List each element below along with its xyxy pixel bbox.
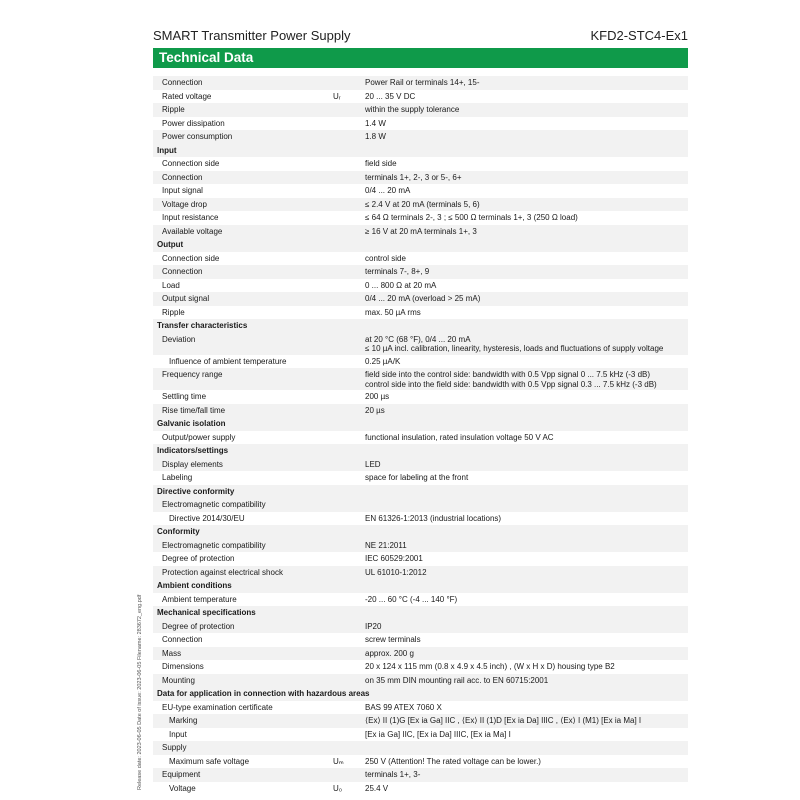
spec-value [361,254,688,264]
spec-value [361,294,688,304]
spec-row [153,660,688,674]
spec-value-line: field side into the control side: bandwidth with 0.5 Vpp signal 0 ... 7.5 kHz (-3 dB) [365,370,651,379]
spec-value-line: screw terminals [365,635,421,644]
spec-row [153,620,688,634]
spec-value [361,335,688,354]
spec-value [361,105,688,115]
spec-value [361,662,688,672]
spec-value-line: ≤ 2.4 V at 20 mA (terminals 5, 6) [365,199,480,209]
spec-row [153,768,688,782]
spec-label: Directive 2014/30/EU [169,513,245,523]
spec-label: Power dissipation [162,118,225,128]
spec-value-line: max. 50 µA rms [365,307,421,317]
section-heading: Input [157,145,177,155]
spec-value [361,757,688,767]
spec-label: Degree of protection [162,621,235,631]
product-name: SMART Transmitter Power Supply [153,27,351,43]
spec-value-line: 20 x 124 x 115 mm (0.8 x 4.9 x 4.5 inch) , (W x H x D) housing type B2 [365,662,615,671]
spec-value-line: 200 µs [365,392,390,401]
spec-label: Rise time/fall time [162,405,226,415]
spec-value [361,159,688,169]
spec-label: Voltage [169,783,196,793]
spec-value-line: EN 61326-1:2013 (industrial locations) [365,513,502,523]
section-heading: Indicators/settings [157,446,229,455]
section-title-bar: Technical Data [153,48,688,68]
spec-label: Equipment [162,770,201,779]
spec-label: Ripple [162,105,185,114]
spec-value [361,392,688,402]
section-heading-row [153,525,688,539]
spec-label: Influence of ambient temperature [169,356,287,366]
spec-row [153,184,688,198]
spec-row [153,292,688,306]
spec-value [361,357,688,367]
spec-value-line: 20 ... 35 V DC [365,91,416,101]
spec-row [153,306,688,320]
spec-label: Ambient temperature [162,594,237,604]
spec-row [153,265,688,279]
spec-row [153,728,688,742]
spec-value-line: field side [365,159,397,168]
side-release-note: Release date: 2023-06-05 Date of issue: 2023-06-05 Filename: 283672_eng.pdf [137,594,143,790]
spec-value-line: [Ex ia Ga] IIC, [Ex ia Da] IIIC, [Ex ia Ma] I [365,729,511,739]
spec-row [153,368,688,390]
spec-value-line: space for labeling at the front [365,473,469,482]
section-heading-row [153,485,688,499]
spec-value [361,433,688,443]
spec-value [361,676,688,686]
spec-value [361,514,688,524]
spec-row [153,566,688,580]
spec-value-line: 0/4 ... 20 mA [365,186,411,195]
spec-row [153,552,688,566]
spec-value [361,541,688,551]
spec-row [153,225,688,239]
spec-value [361,281,688,291]
spec-label: Display elements [162,459,223,469]
spec-value [361,227,688,237]
spec-row [153,171,688,185]
spec-value-line: ≤ 64 Ω terminals 2-, 3 ; ≤ 500 Ω terminals 1+, 3 (250 Ω load) [365,213,578,222]
spec-value-line: within the supply tolerance [365,105,460,114]
spec-value-line: functional insulation, rated insulation voltage 50 V AC [365,432,554,442]
spec-value [361,595,688,605]
spec-row [153,593,688,607]
spec-row [153,498,688,512]
section-heading: Ambient conditions [157,581,232,590]
spec-value-line: IP20 [365,621,382,631]
spec-row [153,279,688,293]
spec-row [153,633,688,647]
spec-row [153,674,688,688]
spec-row [153,755,688,769]
spec-value [361,78,688,88]
section-heading: Directive conformity [157,486,235,496]
spec-row [153,404,688,418]
spec-label: Connection side [162,159,220,168]
spec-value-line: approx. 200 g [365,648,414,658]
spec-value-line: control side [365,253,406,263]
spec-label: Deviation [162,334,196,344]
spec-value [361,554,688,564]
spec-value-line: at 20 °C (68 °F), 0/4 ... 20 mA [365,334,471,344]
spec-row [153,539,688,553]
spec-row [153,782,688,796]
spec-value [361,784,688,794]
spec-row [153,741,688,755]
spec-row [153,647,688,661]
spec-value-line-2: control side into the field side: bandwidth with 0.5 Vpp signal 0.3 ... 7.5 kHz (-3 dB) [365,379,657,389]
spec-value-line: terminals 1+, 3- [365,770,421,779]
spec-value-line: on 35 mm DIN mounting rail acc. to EN 60715:2001 [365,675,549,685]
spec-label: Dimensions [162,662,204,671]
spec-row [153,471,688,485]
spec-label: Output signal [162,294,210,303]
spec-label: Settling time [162,392,207,401]
spec-value-line: -20 ... 60 °C (-4 ... 140 °F) [365,594,458,604]
spec-value [361,622,688,632]
spec-row [153,701,688,715]
spec-value-line: IEC 60529:2001 [365,554,423,563]
spec-row [153,117,688,131]
section-heading: Galvanic isolation [157,419,226,428]
spec-label: Degree of protection [162,554,235,563]
spec-label: Protection against electrical shock [162,567,283,577]
spec-value [361,200,688,210]
spec-label: Labeling [162,473,193,482]
spec-value-line: UL 61010-1:2012 [365,567,427,577]
spec-value-line: NE 21:2011 [365,540,407,550]
spec-label: Connection [162,172,203,182]
section-heading: Data for application in connection with hazardous areas [157,689,370,698]
spec-value [361,119,688,129]
spec-value [361,186,688,196]
spec-label: Voltage drop [162,199,207,209]
spec-row [153,90,688,104]
spec-row [153,355,688,369]
spec-label: Supply [162,743,187,752]
spec-row [153,333,688,355]
spec-value-line-2: ≤ 10 µA incl. calibration, linearity, hysteresis, loads and fluctuations of supply voltage [365,344,664,353]
spec-symbol: U₀ [333,783,343,793]
spec-value-line: 0/4 ... 20 mA (overload > 25 mA) [365,294,481,303]
spec-row [153,714,688,728]
spec-label: Electromagnetic compatibility [162,500,266,509]
spec-value [361,473,688,483]
spec-value [361,370,688,389]
spec-value-line: BAS 99 ATEX 7060 X [365,702,442,712]
spec-row [153,458,688,472]
spec-label: Input [169,729,187,739]
spec-value-line: 20 µs [365,405,385,415]
section-heading-row [153,606,688,620]
spec-value [361,703,688,713]
spec-row [153,76,688,90]
spec-label: Marking [169,716,198,725]
spec-label: Connection [162,78,203,87]
spec-label: Input resistance [162,213,219,222]
section-heading-row [153,144,688,158]
spec-value-line: 0.25 µA/K [365,356,401,366]
spec-value [361,460,688,470]
spec-value [361,406,688,416]
spec-label: Maximum safe voltage [169,756,250,766]
section-heading-row [153,417,688,431]
section-heading-row [153,319,688,333]
spec-label: Rated voltage [162,91,212,101]
spec-value [361,730,688,740]
section-heading-row [153,579,688,593]
spec-row [153,211,688,225]
spec-label: Electromagnetic compatibility [162,540,266,550]
spec-row [153,130,688,144]
spec-value-line: 0 ... 800 Ω at 20 mA [365,280,437,290]
spec-value [361,568,688,578]
model-number: KFD2-STC4-Ex1 [590,27,688,43]
section-heading-row [153,687,688,701]
spec-value-line: 250 V (Attention! The rated voltage can be lower.) [365,756,541,766]
spec-label: Power consumption [162,132,233,141]
spec-label: Output/power supply [162,432,236,442]
spec-value [361,635,688,645]
spec-row [153,431,688,445]
page-header [153,26,688,44]
spec-value [361,92,688,102]
spec-label: Connection [162,635,203,644]
spec-row [153,390,688,404]
spec-row [153,252,688,266]
spec-value-line: Power Rail or terminals 14+, 15- [365,78,480,87]
spec-value [361,132,688,142]
section-heading-row [153,444,688,458]
spec-value-line: ≥ 16 V at 20 mA terminals 1+, 3 [365,226,477,236]
spec-value-line: ⟨Ex⟩ II (1)G [Ex ia Ga] IIC , ⟨Ex⟩ II (1)D [Ex ia Da] IIIC , ⟨Ex⟩ I (M1) [Ex ia Ma] I [365,716,642,725]
spec-symbol: Uᵣ [333,91,341,101]
section-heading: Output [157,240,184,249]
spec-label: Mass [162,648,182,658]
spec-value-line: 1.4 W [365,118,386,128]
spec-value-line: terminals 1+, 2-, 3 or 5-, 6+ [365,172,462,182]
section-heading-row [153,238,688,252]
spec-label: Connection side [162,253,220,263]
spec-value [361,308,688,318]
spec-value [361,267,688,277]
spec-value [361,770,688,780]
spec-label: Frequency range [162,370,223,379]
spec-label: Input signal [162,186,203,195]
spec-row [153,512,688,526]
spec-value-line: LED [365,459,381,469]
spec-symbol: Uₘ [333,756,344,766]
spec-table [153,76,688,795]
spec-label: Available voltage [162,226,223,236]
spec-row [153,198,688,212]
spec-value [361,173,688,183]
spec-value-line: 1.8 W [365,132,386,141]
section-heading: Conformity [157,527,200,536]
spec-value-line: terminals 7-, 8+, 9 [365,267,430,276]
spec-row [153,157,688,171]
spec-label: Connection [162,267,203,276]
spec-row [153,103,688,117]
section-heading: Mechanical specifications [157,608,256,617]
spec-value-line: 25.4 V [365,783,389,793]
section-heading: Transfer characteristics [157,321,248,330]
spec-value [361,716,688,726]
spec-value [361,649,688,659]
spec-value [361,213,688,223]
spec-label: Ripple [162,307,185,317]
spec-label: EU-type examination certificate [162,702,273,712]
spec-label: Load [162,280,180,290]
spec-label: Mounting [162,675,195,685]
